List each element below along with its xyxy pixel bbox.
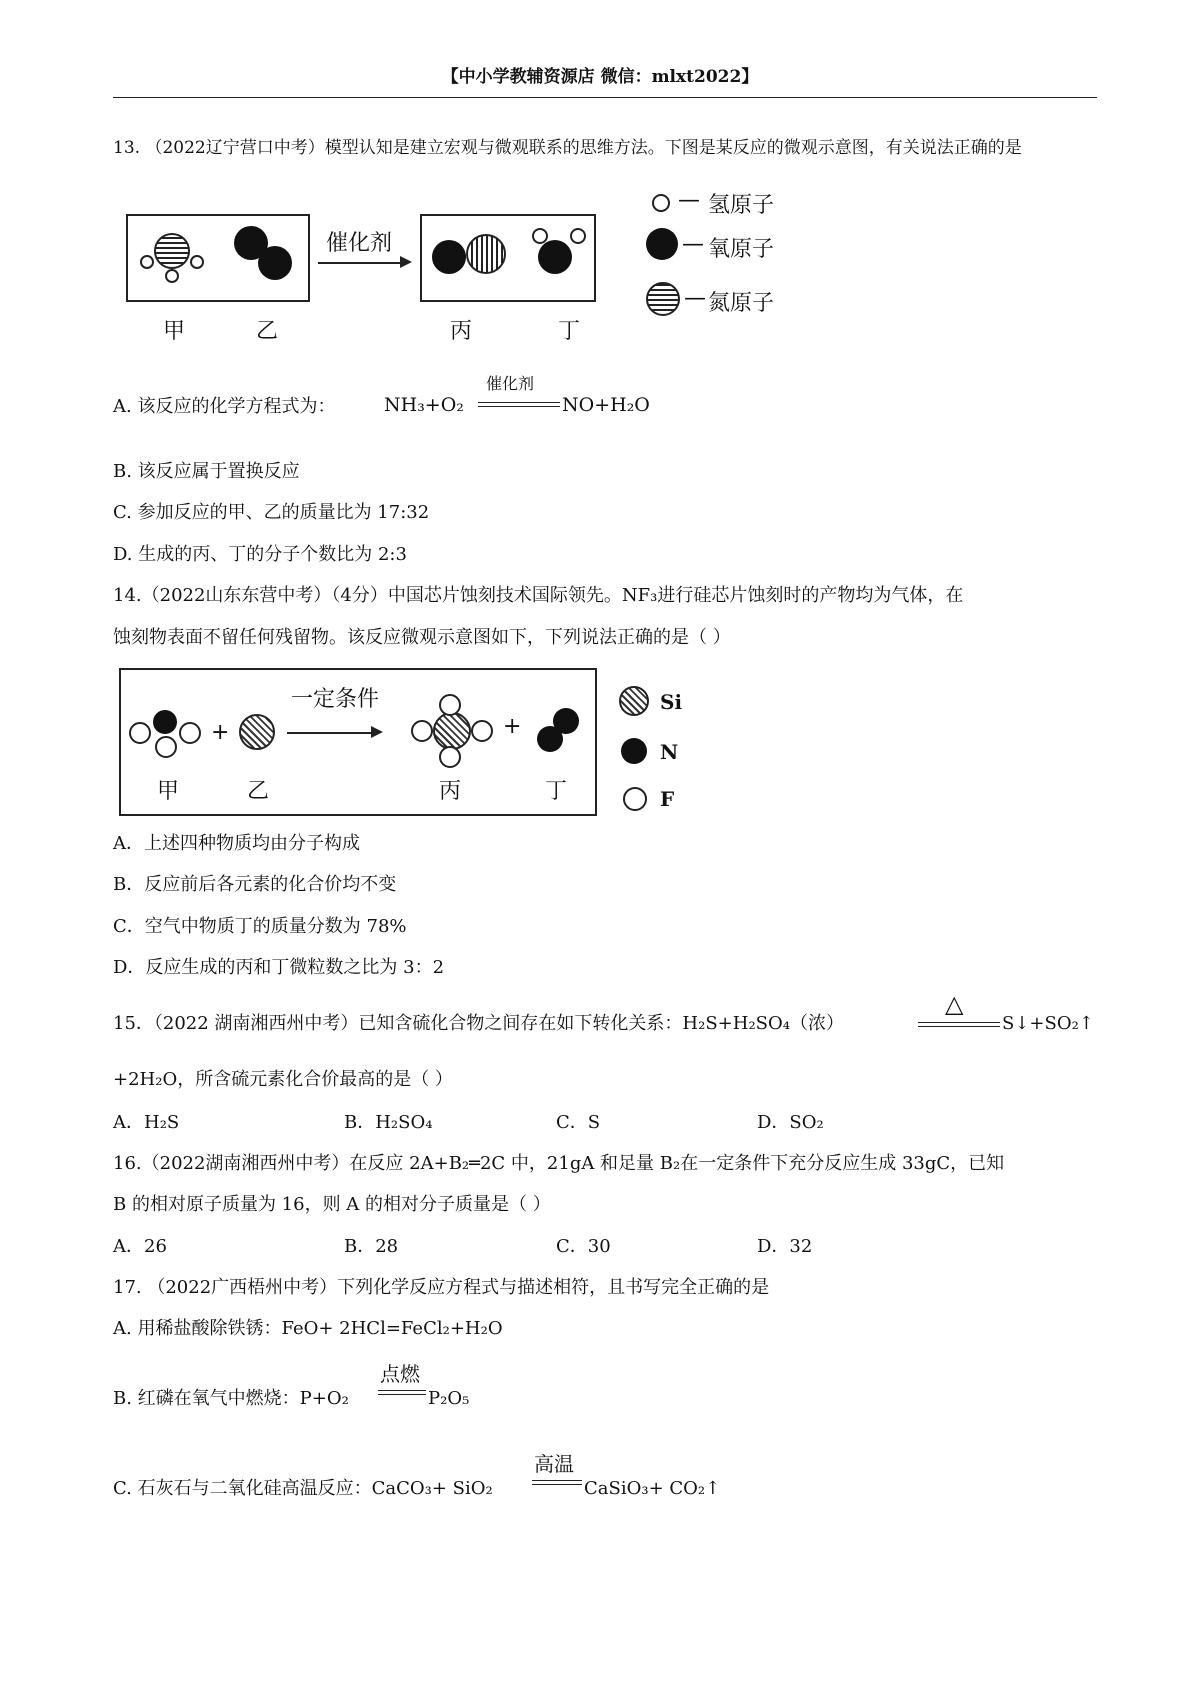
q15-stem-line2: +2H₂O，所含硫元素化合价最高的是（ ） [113,1069,453,1090]
nitrogen-atom [153,710,177,734]
nitrogen-atom [154,233,190,269]
nitrogen-atom [466,234,506,274]
fluorine-atom [439,694,461,716]
q13-option-c: C. 参加反应的甲、乙的质量比为 17:32 [113,502,430,523]
q16-stem-line2: B 的相对原子质量为 16，则 A 的相对分子质量是（ ） [113,1194,551,1215]
hydrogen-atom [190,255,204,269]
q14-stem-line1: 14.（2022山东东营中考）（4分）中国芯片蚀刻技术国际领先。NF₃进行硅芯片蚀刻时的产物均为气体，在 [113,585,964,606]
q14-label-jia: 甲 [157,779,180,804]
q13-option-b: B. 该反应属于置换反应 [113,461,300,482]
q13-eq-line-bottom [478,406,560,407]
fluorine-atom [471,720,493,742]
q17b-eq-line-top [378,1390,426,1391]
hydrogen-atom [165,269,179,283]
q17-option-c-condition: 高温 [534,1452,574,1476]
q17-option-c-prefix: C. 石灰石与二氧化硅高温反应：CaCO₃+ SiO₂ [113,1478,493,1499]
q14-option-c: C．空气中物质丁的质量分数为 78% [113,916,407,937]
legend-dash: — [682,232,704,257]
q13-arrow-head [400,256,412,268]
q13-label-ding: 丁 [558,319,581,344]
q15-option-b: B．H₂SO₄ [344,1112,433,1133]
q14-reaction-box [119,668,597,816]
q14-arrow-line [287,732,373,734]
silicon-atom [239,714,275,750]
q16-option-b: B．28 [344,1236,399,1257]
page-header: 【中小学教辅资源店 微信：mlxt2022】 [441,67,759,87]
q15-stem-products: S↓+SO₂↑ [1002,1013,1094,1034]
q14-condition-label: 一定条件 [291,687,380,712]
legend-dash: — [678,188,700,213]
q14-stem-line2: 蚀刻物表面不留任何残留物。该反应微观示意图如下，下列说法正确的是（ ） [113,627,731,648]
fluorine-atom [129,722,151,744]
q15-stem-line1: 15．（2022 湖南湘西州中考）已知含硫化合物之间存在如下转化关系：H₂S+H₂SO₄（浓） [113,1013,844,1034]
q16-option-d: D．32 [757,1236,813,1257]
q17c-eq-line-bottom [532,1484,582,1485]
q13-label-jia: 甲 [163,319,186,344]
q13-option-a-left: NH₃+O₂ [384,394,464,416]
q13-option-d: D. 生成的丙、丁的分子个数比为 2:3 [113,544,407,565]
oxygen-atom [538,240,572,274]
legend-hydrogen-icon [652,194,670,212]
q16-stem-line1: 16.（2022湖南湘西州中考）在反应 2A+B₂═2C 中，21gA 和足量 B₂在一定条件下充分反应生成 33gC，已知 [113,1153,1005,1174]
q17b-eq-line-bottom [378,1394,426,1395]
legend-nitrogen-label: 氮原子 [708,291,775,316]
nitrogen-atom [537,726,563,752]
q14-option-a: A．上述四种物质均由分子构成 [113,833,360,854]
legend-fluorine-label: F [660,787,675,811]
silicon-atom [433,712,471,750]
legend-dash: — [684,286,706,311]
legend-fluorine-icon [623,787,647,811]
hydrogen-atom [570,228,586,244]
q14-plus-2: + [503,714,522,739]
q16-option-a: A．26 [113,1236,167,1257]
q15-eq-line-bottom [918,1026,1000,1027]
q13-reactant-box [126,214,310,302]
q17-stem: 17. （2022广西梧州中考）下列化学反应方程式与描述相符，且书写完全正确的是 [113,1277,770,1298]
legend-oxygen-icon [646,228,678,260]
q15-delta-icon: △ [945,990,964,1018]
hydrogen-atom [140,255,154,269]
q14-label-bing: 丙 [439,779,462,804]
q14-option-b: B．反应前后各元素的化合价均不变 [113,874,397,895]
legend-oxygen-label: 氧原子 [708,237,775,262]
q15-option-a: A．H₂S [113,1112,180,1133]
q13-option-a-prefix: A. 该反应的化学方程式为： [113,396,336,417]
fluorine-atom [179,722,201,744]
q13-catalyst-label: 催化剂 [326,231,393,256]
q13-option-a-catalyst: 催化剂 [486,374,535,393]
q17-option-b-condition: 点燃 [380,1362,420,1386]
q17-option-b-prefix: B. 红磷在氧气中燃烧：P+O₂ [113,1388,349,1409]
q13-label-bing: 丙 [450,319,473,344]
fluorine-atom [439,746,461,768]
q17-option-a: A. 用稀盐酸除铁锈：FeO+ 2HCl=FeCl₂+H₂O [113,1318,503,1339]
legend-silicon-icon [619,686,649,716]
q17-option-c-right: CaSiO₃+ CO₂↑ [584,1478,721,1499]
oxygen-atom [432,240,466,274]
q14-label-ding: 丁 [545,779,568,804]
q15-option-c: C．S [556,1112,601,1133]
fluorine-atom [155,736,177,758]
q14-option-d: D．反应生成的丙和丁微粒数之比为 3：2 [113,957,445,978]
q13-eq-line-top [478,402,560,403]
q14-plus-1: + [211,720,230,745]
q13-arrow-line [318,262,402,264]
legend-nitrogen-icon [621,738,647,764]
header-rule [113,97,1097,98]
q15-eq-line-top [918,1022,1000,1023]
q15-option-d: D．SO₂ [757,1112,824,1133]
fluorine-atom [411,720,433,742]
q13-product-box [420,214,596,302]
legend-nitrogen-icon [646,282,680,316]
q16-option-c: C．30 [556,1236,611,1257]
q17-option-b-right: P₂O₅ [428,1388,470,1409]
q17c-eq-line-top [532,1480,582,1481]
q14-label-yi: 乙 [247,779,270,804]
legend-silicon-label: Si [660,690,683,714]
legend-nitrogen-label: N [660,740,679,764]
q13-stem: 13. （2022辽宁营口中考）模型认知是建立宏观与微观联系的思维方法。下图是某反应的微观示意图，有关说法正确的是 [113,138,1022,158]
q13-option-a-right: NO+H₂O [562,394,650,416]
legend-hydrogen-label: 氢原子 [708,193,775,218]
q14-arrow-head [371,726,383,738]
oxygen-atom [258,246,292,280]
q13-label-yi: 乙 [256,319,279,344]
